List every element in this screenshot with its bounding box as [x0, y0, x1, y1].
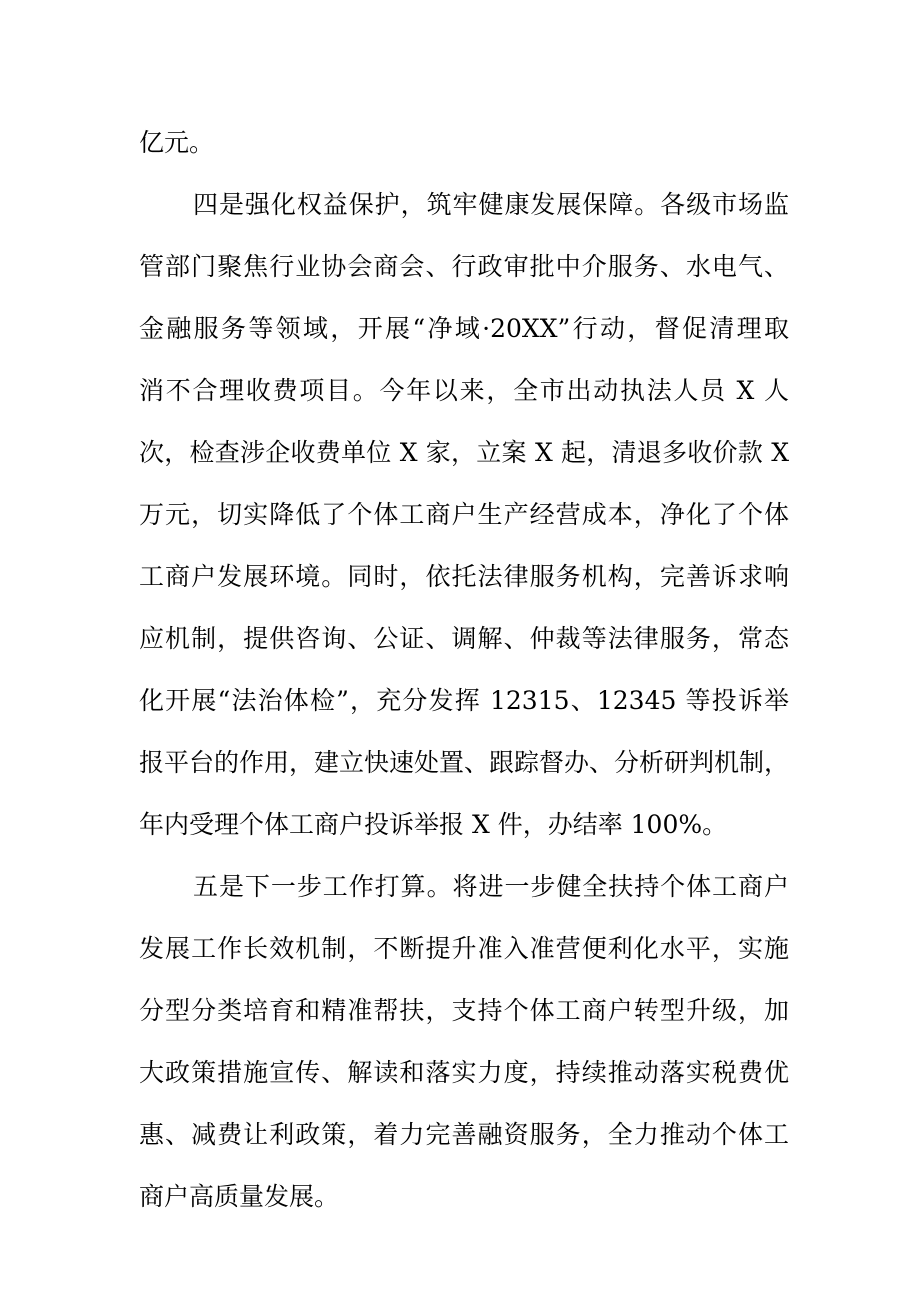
paragraph-2-line-9: 化开展“法治体检”，充分发挥 12315、12345 等投诉举 [139, 686, 789, 715]
paragraph-2-line-5: 次，检查涉企收费单位 X 家，立案 X 起，清退多收价款 X [139, 438, 789, 467]
paragraph-3-line-5: 惠、减费让利政策，着力完善融资服务，全力推动个体工 [139, 1120, 789, 1149]
paragraph-2-line-2: 管部门聚焦行业协会商会、行政审批中介服务、水电气、 [139, 252, 789, 281]
paragraph-2-line-3: 金融服务等领域，开展“净域·20XX”行动，督促清理取 [139, 314, 789, 343]
paragraph-2-line-6: 万元，切实降低了个体工商户生产经营成本，净化了个体 [139, 500, 789, 529]
paragraph-3-line-1: 五是下一步工作打算。将进一步健全扶持个体工商户 [193, 872, 789, 901]
paragraph-2-line-10: 报平台的作用，建立快速处置、跟踪督办、分析研判机制， [139, 748, 790, 777]
paragraph-2-line-4: 消不合理收费项目。今年以来，全市出动执法人员 X 人 [139, 376, 789, 405]
paragraph-2-line-8: 应机制，提供咨询、公证、调解、仲裁等法律服务，常态 [139, 624, 789, 653]
paragraph-1-line-1: 亿元。 [139, 128, 215, 157]
paragraph-3-line-4: 大政策措施宣传、解读和落实力度，持续推动落实税费优 [139, 1058, 789, 1087]
paragraph-2-line-7: 工商户发展环境。同时，依托法律服务机构，完善诉求响 [139, 562, 789, 591]
paragraph-3-line-3: 分型分类培育和精准帮扶，支持个体工商户转型升级，加 [139, 996, 789, 1025]
paragraph-2-line-11: 年内受理个体工商户投诉举报 X 件，办结率 100%。 [139, 810, 728, 839]
paragraph-3-line-2: 发展工作长效机制，不断提升准入准营便利化水平，实施 [139, 934, 789, 963]
paragraph-2-line-1: 四是强化权益保护，筑牢健康发展保障。各级市场监 [193, 190, 789, 219]
paragraph-3-line-6: 商户高质量发展。 [139, 1182, 340, 1211]
